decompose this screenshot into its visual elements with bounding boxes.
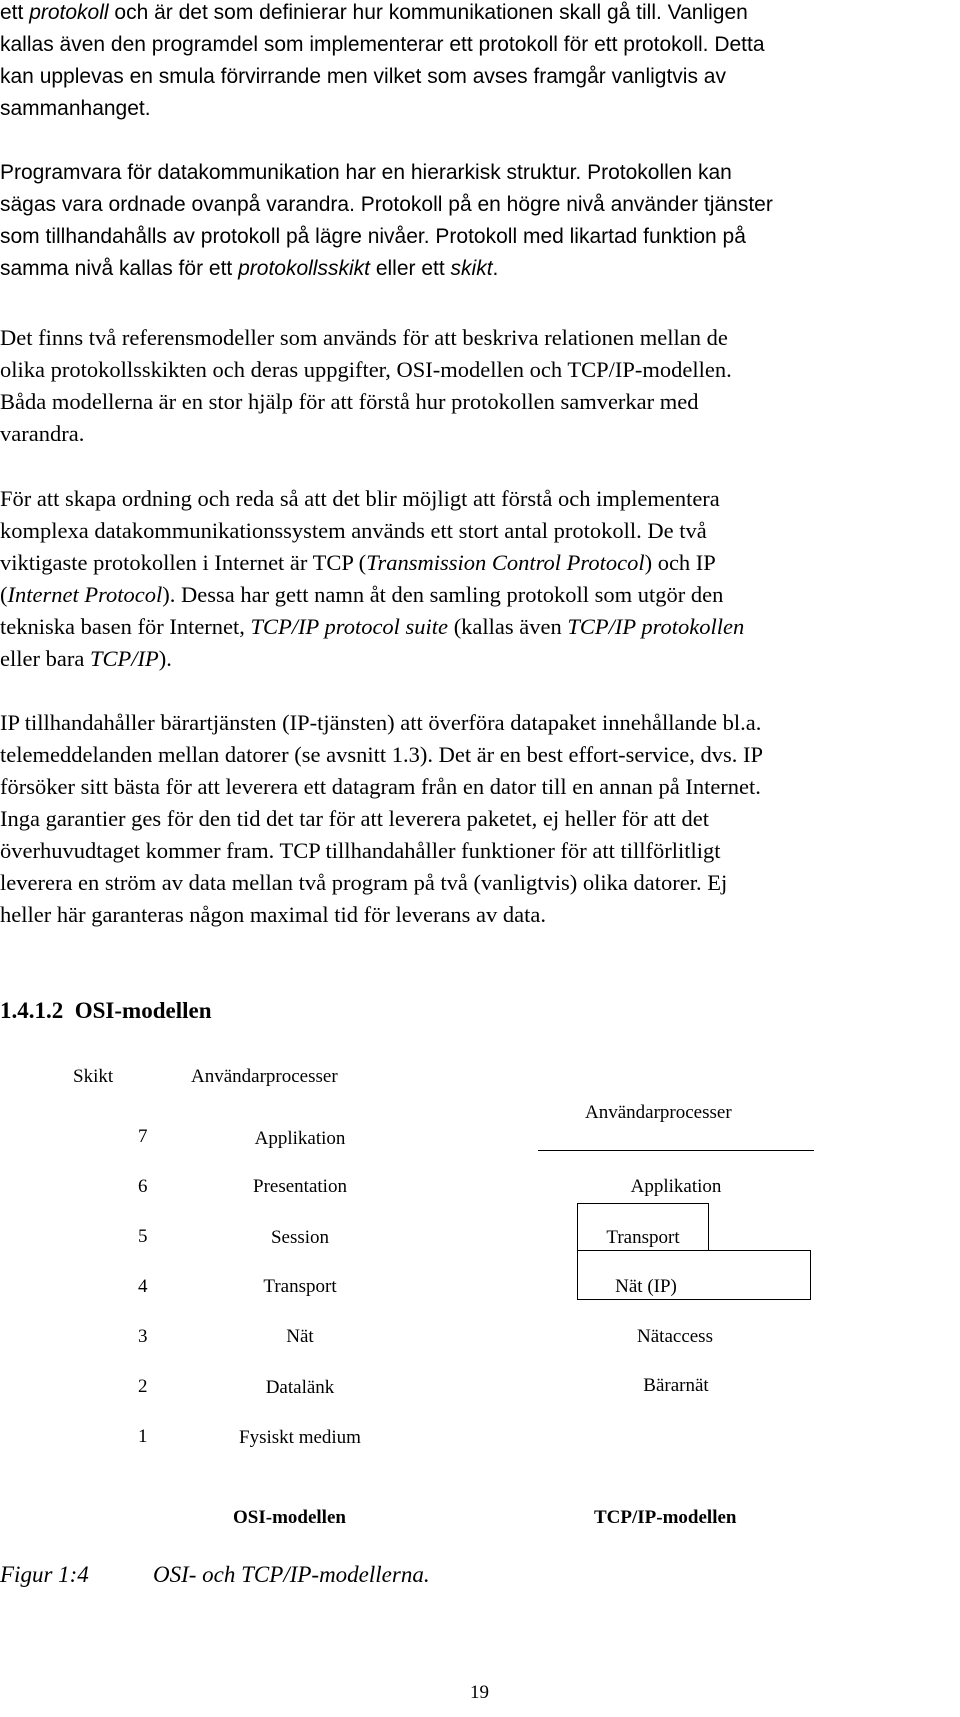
osi-layer-name: Nät [286, 1326, 314, 1347]
tcpip-network-access: Nätaccess [637, 1326, 713, 1347]
text-line: Det finns två referensmodeller som används för att beskriva relationen mellan de [0, 325, 728, 350]
text-line: olika protokollsskikten och deras uppgifter, OSI-modellen och TCP/IP-modellen. [0, 357, 732, 382]
tcpip-application-top-line [538, 1150, 814, 1151]
figure-caption-number: Figur 1:4 [0, 1562, 89, 1587]
text-line: ett protokoll och är det som definierar hur kommunikationen skall gå till. Vanligen [0, 1, 748, 24]
osi-layer-name: Datalänk [265, 1377, 335, 1398]
text-line: IP tillhandahåller bärartjänsten (IP-tjänsten) att överföra datapaket innehållande bl.a. [0, 710, 762, 735]
tcpip-model-label: TCP/IP-modellen [594, 1507, 737, 1528]
text-line: sammanhanget. [0, 97, 151, 120]
paragraph-2 [0, 157, 960, 285]
tcpip-bearer-network: Bärarnät [643, 1375, 709, 1396]
osi-layer-name: Fysiskt medium [239, 1427, 361, 1448]
section-heading: 1.4.1.2 OSI-modellen [0, 998, 212, 1023]
paragraph-5 [0, 707, 960, 931]
user-processes-header: Användarprocesser [191, 1066, 338, 1087]
tcpip-network-ip: Nät (IP) [615, 1276, 677, 1297]
text-line: komplexa datakommunikationssystem används ett stort antal protokoll. De två [0, 518, 707, 543]
text-line: viktigaste protokollen i Internet är TCP (Transmission Control Protocol) och IP [0, 550, 716, 575]
tcpip-transport: Transport [606, 1227, 680, 1248]
osi-layer-number: 1 [138, 1426, 148, 1447]
page-number: 19 [470, 1682, 489, 1703]
osi-layer-name: Session [270, 1227, 330, 1248]
text-line: varandra. [0, 421, 85, 446]
text-line: Båda modellerna är en stor hjälp för att förstå hur protokollen samverkar med [0, 389, 699, 414]
text-line: sägas vara ordnade ovanpå varandra. Protokoll på en högre nivå använder tjänster [0, 193, 773, 216]
osi-model-label: OSI-modellen [233, 1507, 346, 1528]
osi-layer-number: 5 [138, 1226, 148, 1247]
paragraph-1 [0, 0, 960, 125]
text-line: tekniska basen för Internet, TCP/IP protocol suite (kallas även TCP/IP protokollen [0, 614, 745, 639]
paragraph-3 [0, 322, 960, 450]
osi-layer-number: 6 [138, 1176, 148, 1197]
text-line: heller här garanteras någon maximal tid för leverans av data. [0, 902, 547, 927]
text-line: leverera en ström av data mellan två program på två (vanligtvis) olika datorer. Ej [0, 870, 728, 895]
text-line: Inga garantier ges för den tid det tar för att leverera paketet, ej heller för att det [0, 806, 710, 831]
osi-layer-number: 2 [138, 1376, 148, 1397]
text-line: kallas även den programdel som implementerar ett protokoll för ett protokoll. Detta [0, 33, 765, 56]
text-line: samma nivå kallas för ett protokollsskikt eller ett skikt. [0, 257, 499, 280]
osi-layer-name: Presentation [253, 1176, 347, 1197]
tcpip-application: Applikation [630, 1176, 722, 1197]
text-line: som tillhandahålls av protokoll på lägre nivåer. Protokoll med likartad funktion på [0, 225, 746, 248]
text-line: För att skapa ordning och reda så att det blir möjligt att förstå och implementera [0, 486, 720, 511]
paragraph-4 [0, 483, 960, 675]
osi-layer-number: 3 [138, 1326, 148, 1347]
osi-layer-number: 7 [138, 1126, 148, 1147]
text-line: överhuvudtaget kommer fram. TCP tillhandahåller funktioner för att tillförlitligt [0, 838, 721, 863]
osi-layer-name: Transport [263, 1276, 337, 1297]
text-line: Programvara för datakommunikation har en hierarkisk struktur. Protokollen kan [0, 161, 732, 184]
text-line: (Internet Protocol). Dessa har gett namn åt den samling protokoll som utgör den [0, 582, 724, 607]
osi-layer-name: Applikation [254, 1128, 346, 1149]
text-line: kan upplevas en smula förvirrande men vilket som avses framgår vanligtvis av [0, 65, 726, 88]
text-line: telemeddelanden mellan datorer (se avsnitt 1.3). Det är en best effort-service, dvs. IP [0, 742, 764, 767]
layers-column-header: Skikt [73, 1066, 114, 1087]
text-line: eller bara TCP/IP). [0, 646, 172, 671]
text-line: försöker sitt bästa för att leverera ett datagram från en dator till en annan på Internet. [0, 774, 761, 799]
tcpip-user-processes: Användarprocesser [585, 1102, 732, 1123]
figure-caption-text: OSI- och TCP/IP-modellerna. [153, 1562, 430, 1587]
osi-layer-number: 4 [138, 1276, 148, 1297]
tcpip-network-box [577, 1250, 811, 1300]
